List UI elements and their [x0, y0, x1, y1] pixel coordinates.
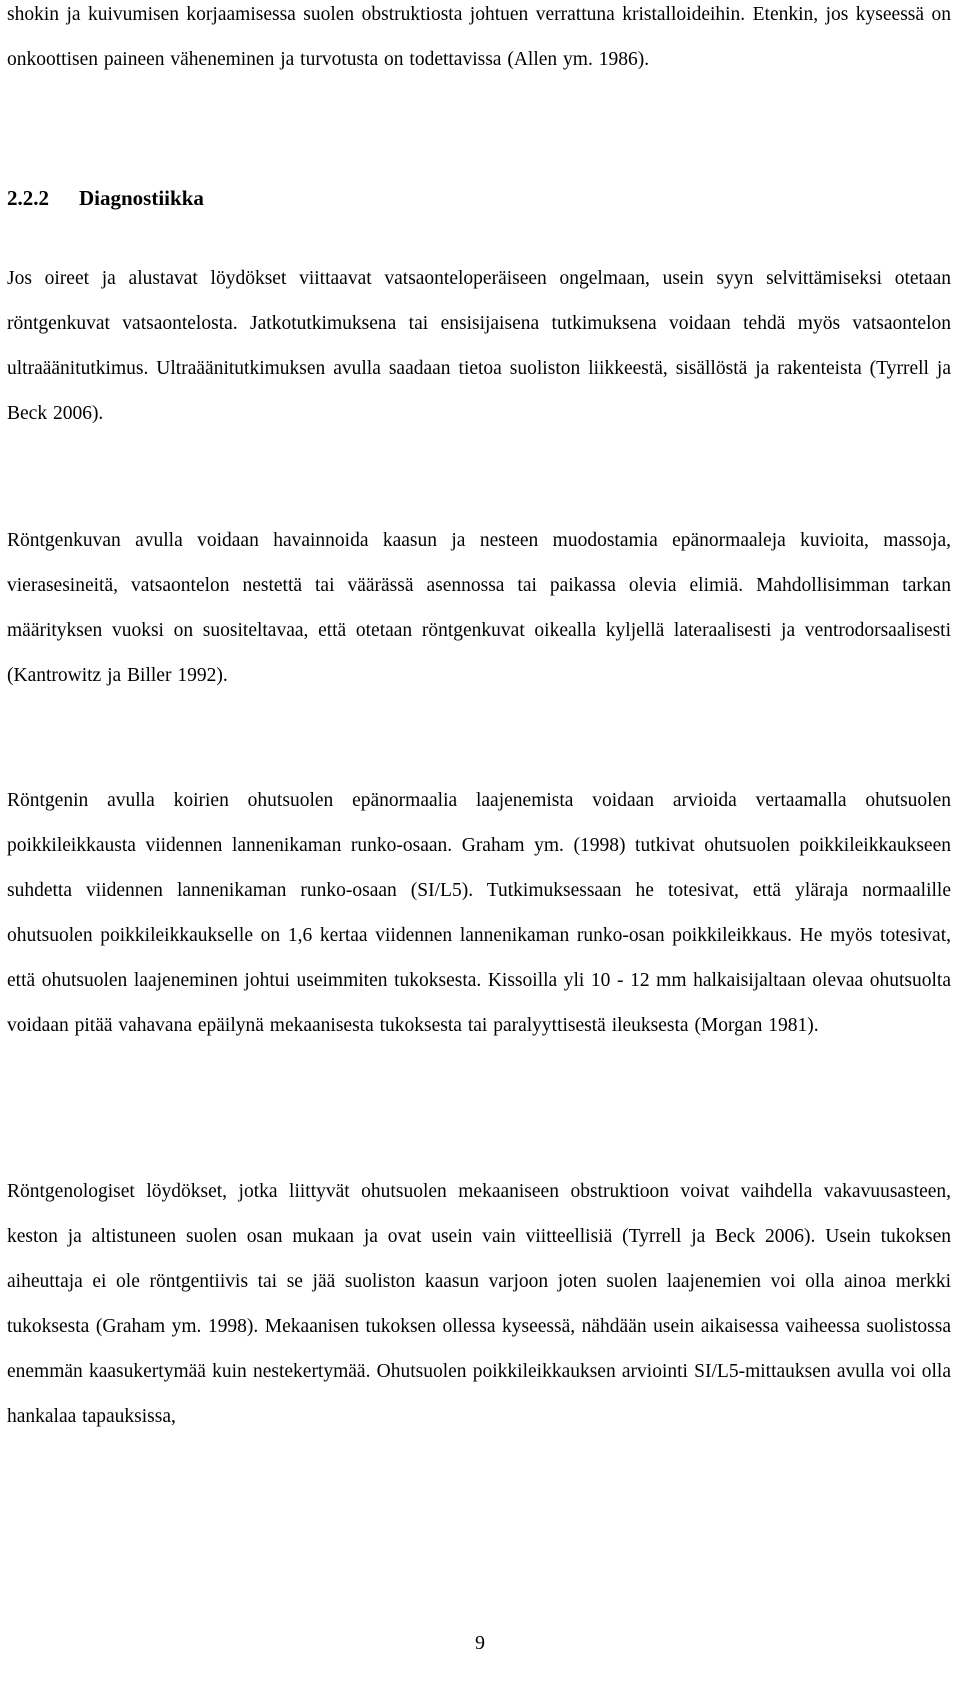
- paragraph-xray-findings: Röntgenkuvan avulla voidaan havainnoida kaasun ja nesteen muodostamia epänormaaleja kuvioita, massoja, vierasesineitä, vatsaontelon nestettä tai väärässä asennossa tai paikassa olevia elimiä. Mahdollisimman tarkan määrityksen vuoksi on suositeltavaa, että otetaan röntgenkuvat oikealla kyljellä lateraalisesti ja ventrodorsaalisesti (Kantrowitz ja Biller 1992).: [7, 530, 951, 686]
- page-number: 9: [475, 1632, 485, 1654]
- section-heading: [7, 183, 204, 213]
- section-number: 2.2.2: [7, 186, 49, 210]
- paragraph-small-intestine-dilation: Röntgenin avulla koirien ohutsuolen epänormaalia laajenemista voidaan arvioida vertaamalla ohutsuolen poikkileikkausta viidennen lannenikaman runko-osaan. Graham ym. (1998) tutkivat ohutsuolen poikkileikkaukseen suhdetta viidennen lannenikaman runko-osaan (SI/L5). Tutkimuksessaan he totesivat, että yläraja normaalille ohutsuolen poikkileikkaukselle on 1,6 kertaa viidennen lannenikaman runko-osan poikkileikkaus. He myös totesivat, että ohutsuolen laajeneminen johtui useimmiten tukoksesta. Kissoilla yli 10 - 12 mm halkaisijaltaan olevaa ohutsuolta voidaan pitää vahavana epäilynä mekaanisesta tukoksesta tai paralyyttisestä ileuksesta (Morgan 1981).: [7, 790, 951, 1036]
- paragraph-radiologic-findings: Röntgenologiset löydökset, jotka liittyvät ohutsuolen mekaaniseen obstruktioon voivat vaihdella vakavuusasteen, keston ja altistuneen suolen osan mukaan ja ovat usein vain viitteellisiä (Tyrrell ja Beck 2006). Usein tukoksen aiheuttaja ei ole röntgentiivis tai se jää suoliston kaasun varjoon joten suolen laajenemien voi olla ainoa merkki tukoksesta (Graham ym. 1998). Mekaanisen tukoksen ollessa kyseessä, nähdään usein aikaisessa vaiheessa suolistossa enemmän kaasukertymää kuin nestekertymää. Ohutsuolen poikkileikkauksen arviointi SI/L5-mittauksen avulla voi olla hankalaa tapauksissa,: [7, 1181, 951, 1427]
- paragraph-continued: shokin ja kuivumisen korjaamisessa suolen obstruktiosta johtuen verrattuna kristalloideihin. Etenkin, jos kyseessä on onkoottisen paineen väheneminen ja turvotusta on todettavissa (Allen ym. 1986).: [7, 4, 951, 70]
- section-title: Diagnostiikka: [79, 186, 204, 210]
- paragraph-diagnostics-intro: Jos oireet ja alustavat löydökset viittaavat vatsaonteloperäiseen ongelmaan, usein syyn selvittämiseksi otetaan röntgenkuvat vatsaontelosta. Jatkotutkimuksena tai ensisijaisena tutkimuksena voidaan tehdä myös vatsaontelon ultraäänitutkimus. Ultraäänitutkimuksen avulla saadaan tietoa suoliston liikkeestä, sisällöstä ja rakenteista (Tyrrell ja Beck 2006).: [7, 268, 951, 424]
